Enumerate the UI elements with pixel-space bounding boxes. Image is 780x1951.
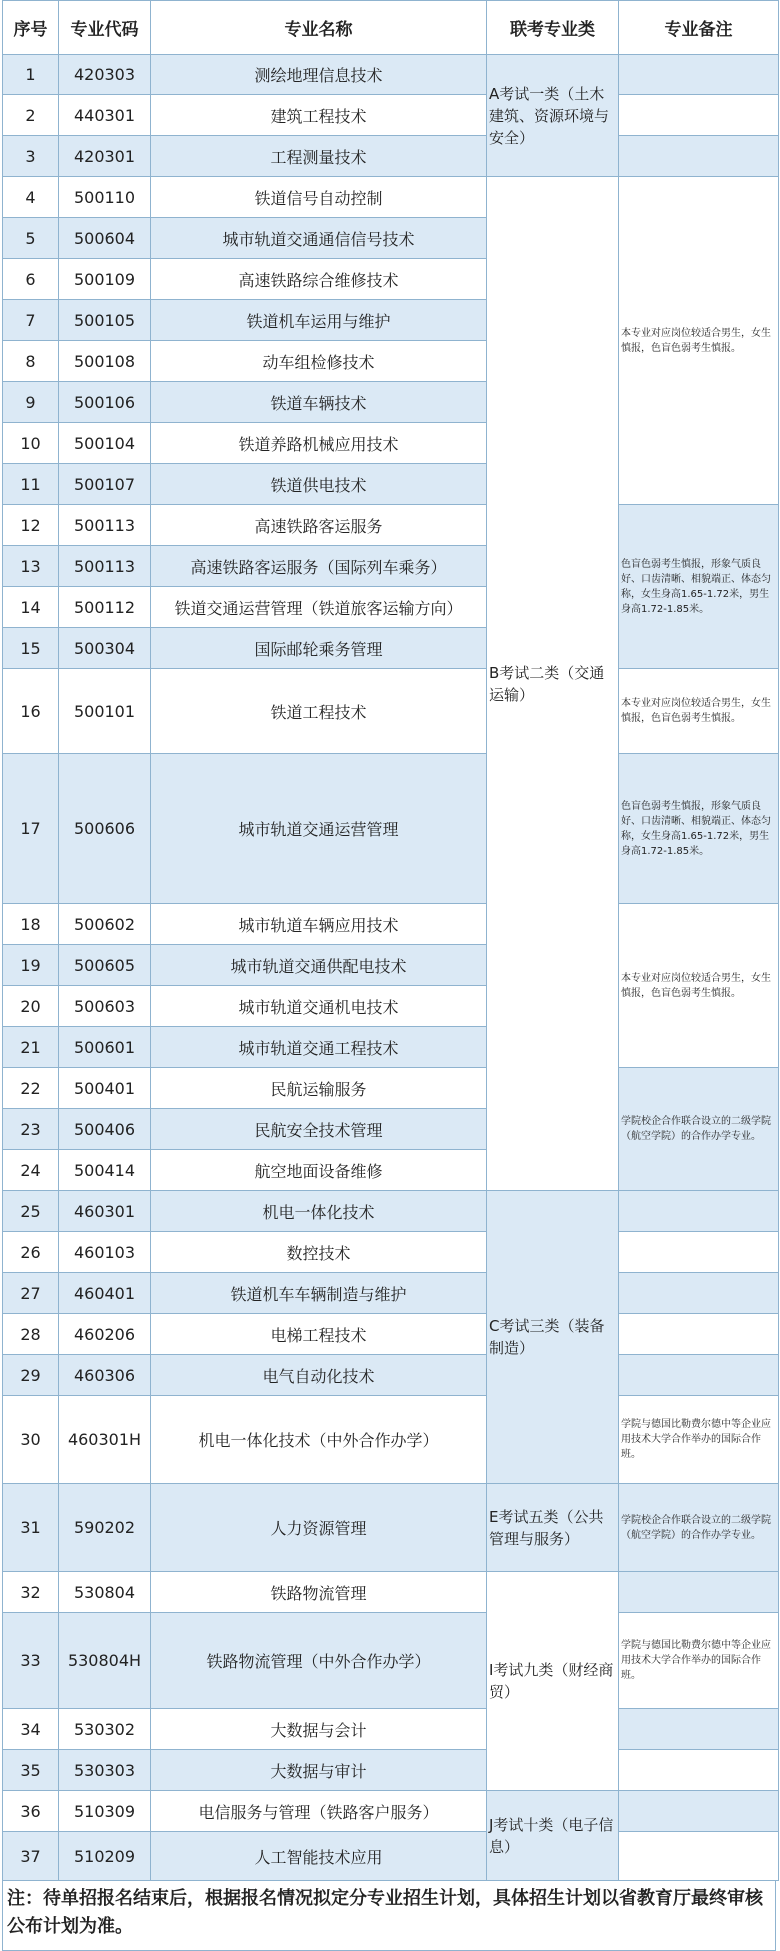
category-cell: J考试十类（电子信息） <box>487 1791 619 1881</box>
cell-name: 数控技术 <box>151 1232 487 1273</box>
cell-code: 500113 <box>59 505 151 546</box>
cell-seq: 18 <box>3 904 59 945</box>
cell-name: 铁道机车运用与维护 <box>151 300 487 341</box>
cell-seq: 33 <box>3 1613 59 1709</box>
category-cell: B考试二类（交通运输） <box>487 177 619 1191</box>
major-table <box>2 0 779 1881</box>
cell-seq: 13 <box>3 546 59 587</box>
cell-seq: 20 <box>3 986 59 1027</box>
cell-seq: 1 <box>3 55 59 95</box>
table-row <box>3 904 779 945</box>
cell-name: 国际邮轮乘务管理 <box>151 628 487 669</box>
table-row <box>3 95 779 136</box>
cell-seq: 28 <box>3 1314 59 1355</box>
cell-seq: 24 <box>3 1150 59 1191</box>
category-cell: C考试三类（装备制造） <box>487 1191 619 1484</box>
cell-seq: 34 <box>3 1709 59 1750</box>
cell-seq: 5 <box>3 218 59 259</box>
header-row <box>3 1 779 55</box>
cell-seq: 10 <box>3 423 59 464</box>
cell-code: 500603 <box>59 986 151 1027</box>
note-cell <box>619 1832 779 1881</box>
cell-code: 500106 <box>59 382 151 423</box>
cell-code: 500406 <box>59 1109 151 1150</box>
cell-code: 460401 <box>59 1273 151 1314</box>
cell-code: 460103 <box>59 1232 151 1273</box>
table-row <box>3 1068 779 1109</box>
note-cell <box>619 1355 779 1396</box>
table-row <box>3 1396 779 1484</box>
cell-name: 城市轨道交通运营管理 <box>151 754 487 904</box>
table-row <box>3 1355 779 1396</box>
note-cell: 色盲色弱考生慎报，形象气质良好、口齿清晰、相貌端正、体态匀称，女生身高1.65-1.72米，男生身高1.72-1.85米。 <box>619 754 779 904</box>
cell-code: 500104 <box>59 423 151 464</box>
header-name: 专业名称 <box>151 1 487 55</box>
cell-seq: 4 <box>3 177 59 218</box>
cell-seq: 37 <box>3 1832 59 1881</box>
note-cell: 学院校企合作联合设立的二级学院（航空学院）的合作办学专业。 <box>619 1068 779 1191</box>
table-row <box>3 1709 779 1750</box>
cell-code: 500606 <box>59 754 151 904</box>
table-row <box>3 1273 779 1314</box>
cell-code: 420303 <box>59 55 151 95</box>
cell-name: 电信服务与管理（铁路客户服务） <box>151 1791 487 1832</box>
cell-name: 城市轨道车辆应用技术 <box>151 904 487 945</box>
cell-code: 420301 <box>59 136 151 177</box>
cell-seq: 3 <box>3 136 59 177</box>
table-row <box>3 754 779 904</box>
cell-seq: 25 <box>3 1191 59 1232</box>
cell-code: 530804 <box>59 1572 151 1613</box>
table-row <box>3 1613 779 1709</box>
cell-code: 500304 <box>59 628 151 669</box>
cell-name: 铁道车辆技术 <box>151 382 487 423</box>
cell-name: 铁道工程技术 <box>151 669 487 754</box>
cell-code: 500109 <box>59 259 151 300</box>
cell-seq: 16 <box>3 669 59 754</box>
cell-code: 500107 <box>59 464 151 505</box>
cell-name: 高速铁路客运服务 <box>151 505 487 546</box>
cell-seq: 7 <box>3 300 59 341</box>
cell-code: 460301H <box>59 1396 151 1484</box>
cell-name: 电气自动化技术 <box>151 1355 487 1396</box>
note-cell: 本专业对应岗位较适合男生，女生慎报，色盲色弱考生慎报。 <box>619 904 779 1068</box>
header-code: 专业代码 <box>59 1 151 55</box>
cell-seq: 19 <box>3 945 59 986</box>
cell-name: 铁道信号自动控制 <box>151 177 487 218</box>
note-cell <box>619 1273 779 1314</box>
cell-seq: 30 <box>3 1396 59 1484</box>
note-cell: 色盲色弱考生慎报，形象气质良好、口齿清晰、相貌端正、体态匀称，女生身高1.65-1.72米，男生身高1.72-1.85米。 <box>619 505 779 669</box>
cell-code: 500101 <box>59 669 151 754</box>
cell-code: 500113 <box>59 546 151 587</box>
cell-name: 测绘地理信息技术 <box>151 55 487 95</box>
cell-name: 城市轨道交通通信信号技术 <box>151 218 487 259</box>
note-cell <box>619 1232 779 1273</box>
cell-name: 建筑工程技术 <box>151 95 487 136</box>
cell-seq: 36 <box>3 1791 59 1832</box>
cell-name: 高速铁路综合维修技术 <box>151 259 487 300</box>
table-row <box>3 669 779 754</box>
cell-seq: 27 <box>3 1273 59 1314</box>
cell-name: 城市轨道交通工程技术 <box>151 1027 487 1068</box>
table-row <box>3 1314 779 1355</box>
cell-name: 高速铁路客运服务（国际列车乘务） <box>151 546 487 587</box>
note-cell: 本专业对应岗位较适合男生，女生慎报，色盲色弱考生慎报。 <box>619 177 779 505</box>
cell-seq: 22 <box>3 1068 59 1109</box>
cell-name: 动车组检修技术 <box>151 341 487 382</box>
header-seq: 序号 <box>3 1 59 55</box>
cell-code: 510309 <box>59 1791 151 1832</box>
cell-seq: 31 <box>3 1484 59 1572</box>
cell-name: 航空地面设备维修 <box>151 1150 487 1191</box>
cell-code: 500110 <box>59 177 151 218</box>
cell-seq: 23 <box>3 1109 59 1150</box>
cell-seq: 8 <box>3 341 59 382</box>
cell-seq: 17 <box>3 754 59 904</box>
cell-seq: 6 <box>3 259 59 300</box>
table-row <box>3 136 779 177</box>
table-row <box>3 1832 779 1881</box>
cell-code: 460301 <box>59 1191 151 1232</box>
cell-seq: 11 <box>3 464 59 505</box>
cell-name: 铁道养路机械应用技术 <box>151 423 487 464</box>
cell-code: 440301 <box>59 95 151 136</box>
cell-code: 500401 <box>59 1068 151 1109</box>
table-row <box>3 1484 779 1572</box>
cell-code: 500604 <box>59 218 151 259</box>
cell-seq: 21 <box>3 1027 59 1068</box>
note-cell <box>619 136 779 177</box>
cell-code: 460206 <box>59 1314 151 1355</box>
cell-name: 铁路物流管理（中外合作办学） <box>151 1613 487 1709</box>
table-row <box>3 505 779 546</box>
cell-seq: 9 <box>3 382 59 423</box>
cell-code: 500108 <box>59 341 151 382</box>
cell-name: 工程测量技术 <box>151 136 487 177</box>
note-cell <box>619 1709 779 1750</box>
cell-name: 铁道交通运营管理（铁道旅客运输方向） <box>151 587 487 628</box>
table-row <box>3 1191 779 1232</box>
cell-code: 510209 <box>59 1832 151 1881</box>
category-cell: A考试一类（土木建筑、资源环境与安全） <box>487 55 619 177</box>
note-cell: 学院校企合作联合设立的二级学院（航空学院）的合作办学专业。 <box>619 1484 779 1572</box>
note-cell <box>619 1750 779 1791</box>
category-cell: I考试九类（财经商贸） <box>487 1572 619 1791</box>
category-cell: E考试五类（公共管理与服务） <box>487 1484 619 1572</box>
note-cell: 学院与德国比勒费尔德中等企业应用技术大学合作举办的国际合作班。 <box>619 1613 779 1709</box>
note-cell <box>619 55 779 95</box>
cell-code: 500605 <box>59 945 151 986</box>
table-row <box>3 177 779 218</box>
cell-code: 530302 <box>59 1709 151 1750</box>
table-row <box>3 1750 779 1791</box>
cell-name: 民航运输服务 <box>151 1068 487 1109</box>
table-row <box>3 1232 779 1273</box>
note-cell <box>619 1191 779 1232</box>
cell-seq: 2 <box>3 95 59 136</box>
cell-name: 机电一体化技术（中外合作办学） <box>151 1396 487 1484</box>
cell-code: 530804H <box>59 1613 151 1709</box>
note-cell <box>619 1572 779 1613</box>
note-cell <box>619 1314 779 1355</box>
cell-name: 铁道供电技术 <box>151 464 487 505</box>
header-note: 专业备注 <box>619 1 779 55</box>
cell-seq: 32 <box>3 1572 59 1613</box>
cell-name: 机电一体化技术 <box>151 1191 487 1232</box>
table-row <box>3 55 779 95</box>
table-row <box>3 1572 779 1613</box>
cell-name: 人工智能技术应用 <box>151 1832 487 1881</box>
cell-name: 电梯工程技术 <box>151 1314 487 1355</box>
cell-seq: 26 <box>3 1232 59 1273</box>
note-cell <box>619 1791 779 1832</box>
cell-code: 500112 <box>59 587 151 628</box>
header-category: 联考专业类 <box>487 1 619 55</box>
cell-code: 500602 <box>59 904 151 945</box>
cell-code: 530303 <box>59 1750 151 1791</box>
cell-code: 500601 <box>59 1027 151 1068</box>
cell-name: 城市轨道交通机电技术 <box>151 986 487 1027</box>
cell-code: 590202 <box>59 1484 151 1572</box>
cell-name: 城市轨道交通供配电技术 <box>151 945 487 986</box>
cell-name: 铁路物流管理 <box>151 1572 487 1613</box>
cell-name: 铁道机车车辆制造与维护 <box>151 1273 487 1314</box>
cell-seq: 14 <box>3 587 59 628</box>
cell-name: 大数据与审计 <box>151 1750 487 1791</box>
cell-code: 500414 <box>59 1150 151 1191</box>
cell-seq: 12 <box>3 505 59 546</box>
note-cell: 学院与德国比勒费尔德中等企业应用技术大学合作举办的国际合作班。 <box>619 1396 779 1484</box>
cell-seq: 35 <box>3 1750 59 1791</box>
cell-seq: 29 <box>3 1355 59 1396</box>
cell-name: 大数据与会计 <box>151 1709 487 1750</box>
note-cell <box>619 95 779 136</box>
footer-note: 注：待单招报名结束后，根据报名情况拟定分专业招生计划，具体招生计划以省教育厅最终审核公布计划为准。 <box>2 1881 776 1951</box>
cell-name: 人力资源管理 <box>151 1484 487 1572</box>
note-cell: 本专业对应岗位较适合男生，女生慎报，色盲色弱考生慎报。 <box>619 669 779 754</box>
table-row <box>3 1791 779 1832</box>
cell-code: 460306 <box>59 1355 151 1396</box>
cell-seq: 15 <box>3 628 59 669</box>
cell-name: 民航安全技术管理 <box>151 1109 487 1150</box>
cell-code: 500105 <box>59 300 151 341</box>
